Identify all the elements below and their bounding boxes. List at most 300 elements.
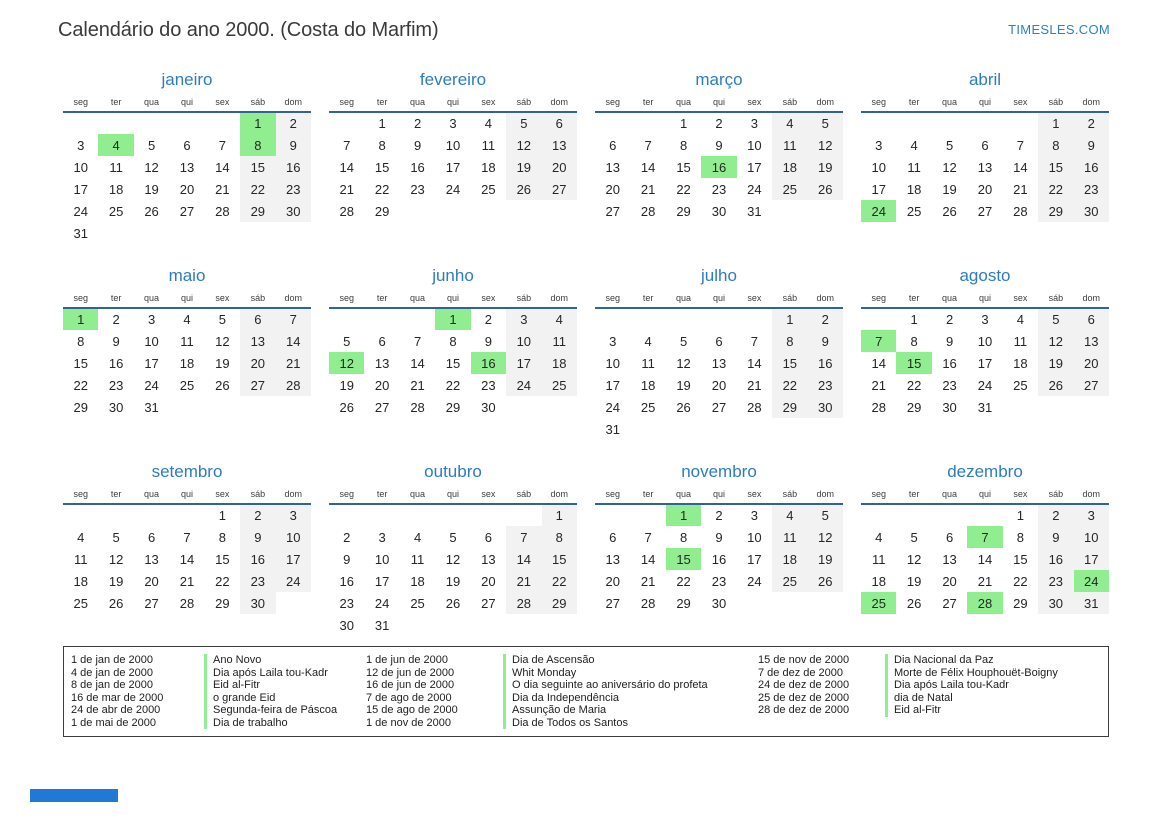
empty-cell xyxy=(932,504,967,526)
day-cell: 29 xyxy=(1038,200,1073,222)
day-cell: 31 xyxy=(747,203,762,219)
day-cell: 16 xyxy=(1074,156,1109,178)
day-cell: 25 xyxy=(542,374,577,396)
empty-cell xyxy=(666,308,701,330)
day-cell: 17 xyxy=(506,352,541,374)
holiday-date: 25 de dez de 2000 xyxy=(758,691,850,704)
day-cell: 9 xyxy=(343,551,351,567)
month-title: julho xyxy=(701,266,737,285)
holiday-item xyxy=(71,692,366,705)
day-cell: 25 xyxy=(73,595,88,611)
day-cell: 25 xyxy=(772,178,807,200)
day-cell: 19 xyxy=(808,156,843,178)
empty-cell xyxy=(896,504,931,526)
day-cell: 2 xyxy=(715,116,723,131)
day-cell: 28 xyxy=(215,203,230,219)
day-cell: 10 xyxy=(506,330,541,352)
day-cell: 15 xyxy=(73,355,88,371)
day-cell: 24 xyxy=(861,200,896,222)
day-cell: 22 xyxy=(1013,573,1028,589)
day-cell: 28 xyxy=(747,399,762,415)
day-cell: 29 xyxy=(215,595,230,611)
weekday-header: seg xyxy=(329,489,364,504)
day-cell: 25 xyxy=(481,181,496,197)
day-cell: 12 xyxy=(108,551,124,567)
empty-cell xyxy=(772,592,807,614)
holiday-marker-icon xyxy=(204,692,207,705)
day-cell: 4 xyxy=(77,529,85,545)
weekday-header: sáb xyxy=(772,293,807,308)
day-cell: 11 xyxy=(481,137,496,153)
day-cell: 15 xyxy=(240,156,275,178)
day-cell: 21 xyxy=(977,573,993,589)
empty-cell xyxy=(630,112,665,134)
empty-cell xyxy=(506,614,541,636)
weekday-header: qui xyxy=(169,97,204,112)
holiday-item xyxy=(71,704,366,717)
weekday-header: dom xyxy=(1074,293,1109,308)
day-cell: 6 xyxy=(147,529,156,545)
day-cell: 4 xyxy=(910,137,918,153)
weekday-header: qua xyxy=(932,97,967,112)
weekday-header: ter xyxy=(98,293,133,308)
day-cell: 22 xyxy=(73,377,88,393)
day-cell: 6 xyxy=(484,529,493,545)
day-cell: 29 xyxy=(676,595,691,611)
day-cell: 11 xyxy=(907,159,921,175)
holiday-marker-icon xyxy=(503,679,506,692)
day-cell: 3 xyxy=(875,137,883,153)
day-cell: 10 xyxy=(747,137,762,153)
day-cell: 30 xyxy=(711,203,727,219)
day-cell: 24 xyxy=(1074,570,1109,592)
day-cell: 8 xyxy=(218,529,227,545)
day-cell: 13 xyxy=(374,355,390,371)
day-cell: 12 xyxy=(144,159,159,175)
weekday-header: ter xyxy=(896,489,931,504)
day-cell: 15 xyxy=(666,548,701,570)
day-cell: 10 xyxy=(977,333,993,349)
day-cell: 20 xyxy=(711,377,727,393)
day-cell: 22 xyxy=(240,178,275,200)
day-cell: 16 xyxy=(471,352,506,374)
holiday-item xyxy=(71,717,366,730)
month-janeiro xyxy=(63,70,311,244)
empty-cell xyxy=(967,112,1002,134)
day-cell: 29 xyxy=(445,399,461,415)
holiday-date: 7 de ago de 2000 xyxy=(366,691,452,704)
empty-cell xyxy=(896,112,931,134)
day-cell: 12 xyxy=(506,134,541,156)
day-cell: 6 xyxy=(981,137,989,153)
weekday-header: qui xyxy=(967,293,1002,308)
month-table xyxy=(63,489,311,614)
day-cell: 6 xyxy=(542,112,577,134)
holiday-name: Dia após Laila tou-Kadr xyxy=(213,666,328,679)
empty-cell xyxy=(134,112,169,134)
month-title: dezembro xyxy=(947,462,1023,481)
day-cell: 12 xyxy=(215,333,230,349)
empty-cell xyxy=(1038,396,1073,418)
weekday-header: ter xyxy=(630,293,665,308)
day-cell: 23 xyxy=(711,573,727,589)
weekday-header: sáb xyxy=(506,97,541,112)
weekday-header: dom xyxy=(276,97,311,112)
day-cell: 26 xyxy=(1038,374,1073,396)
day-cell: 21 xyxy=(1013,181,1028,197)
day-cell: 13 xyxy=(942,551,957,567)
day-cell: 13 xyxy=(605,551,620,567)
day-cell: 2 xyxy=(413,116,422,131)
holiday-marker-icon xyxy=(204,667,207,680)
day-cell: 28 xyxy=(640,203,656,219)
day-cell: 20 xyxy=(179,181,195,197)
day-cell: 3 xyxy=(750,508,759,523)
day-cell: 17 xyxy=(747,159,762,175)
day-cell: 7 xyxy=(644,529,652,545)
day-cell: 25 xyxy=(772,570,807,592)
weekday-header: dom xyxy=(276,293,311,308)
weekday-header: sáb xyxy=(772,489,807,504)
day-cell: 27 xyxy=(144,595,159,611)
empty-cell xyxy=(169,222,204,244)
holiday-date: 16 de jun de 2000 xyxy=(366,679,455,691)
month-table xyxy=(861,97,1109,222)
empty-cell xyxy=(364,504,399,526)
day-cell: 4 xyxy=(484,116,493,131)
day-cell: 23 xyxy=(1074,178,1109,200)
holiday-date: 24 de dez de 2000 xyxy=(758,679,850,691)
empty-cell xyxy=(542,396,577,418)
weekday-header: sex xyxy=(1003,489,1038,504)
weekday-header: qua xyxy=(932,489,967,504)
day-cell: 17 xyxy=(871,181,886,197)
day-cell: 19 xyxy=(506,156,541,178)
day-cell: 11 xyxy=(772,134,807,156)
day-cell: 24 xyxy=(605,399,620,415)
empty-cell xyxy=(329,504,364,526)
day-cell: 6 xyxy=(945,529,954,545)
empty-cell xyxy=(630,504,665,526)
day-cell: 3 xyxy=(609,333,617,349)
day-cell: 10 xyxy=(871,159,886,175)
day-cell: 17 xyxy=(747,551,762,567)
day-cell: 5 xyxy=(506,112,541,134)
day-cell: 15 xyxy=(1013,551,1028,567)
holiday-name: O dia seguinte ao aniversário do profeta xyxy=(512,679,708,691)
day-cell: 22 xyxy=(906,377,922,393)
holiday-name: Dia de Todos os Santos xyxy=(512,716,628,729)
empty-cell xyxy=(772,418,807,440)
empty-cell xyxy=(471,504,506,526)
empty-cell xyxy=(861,112,896,134)
day-cell: 3 xyxy=(77,137,85,153)
day-cell: 2 xyxy=(808,308,843,330)
day-cell: 30 xyxy=(108,399,124,415)
holiday-marker-icon xyxy=(885,704,888,717)
empty-cell xyxy=(240,222,275,244)
day-cell: 3 xyxy=(378,529,386,545)
day-cell: 27 xyxy=(542,178,577,200)
weekday-header: dom xyxy=(276,489,311,504)
day-cell: 29 xyxy=(240,200,275,222)
day-cell: 5 xyxy=(147,137,156,153)
holiday-date: 28 de dez de 2000 xyxy=(758,704,850,716)
day-cell: 6 xyxy=(378,333,386,349)
month-title: setembro xyxy=(151,462,223,481)
holiday-name: Segunda-feira de Páscoa xyxy=(213,704,338,716)
day-cell: 16 xyxy=(276,156,311,178)
weekday-header: qui xyxy=(169,293,204,308)
weekday-header: seg xyxy=(329,97,364,112)
day-cell: 29 xyxy=(542,592,577,614)
day-cell: 10 xyxy=(276,526,311,548)
day-cell: 29 xyxy=(1013,595,1028,611)
holiday-marker-icon xyxy=(204,717,207,730)
weekday-header: sáb xyxy=(1038,293,1073,308)
day-cell: 30 xyxy=(240,592,275,614)
holiday-marker-icon xyxy=(204,704,207,717)
day-cell: 16 xyxy=(240,548,275,570)
day-cell: 7 xyxy=(644,137,652,153)
day-cell: 8 xyxy=(240,134,275,156)
month-table xyxy=(595,489,843,614)
day-cell: 1 xyxy=(1038,112,1073,134)
month-fevereiro xyxy=(329,70,577,222)
weekday-header: seg xyxy=(595,489,630,504)
day-cell: 22 xyxy=(542,570,577,592)
day-cell: 22 xyxy=(215,573,230,589)
day-cell: 17 xyxy=(374,573,390,589)
day-cell: 28 xyxy=(967,592,1002,614)
day-cell: 7 xyxy=(276,308,311,330)
empty-cell xyxy=(205,112,240,134)
day-cell: 2 xyxy=(484,312,493,327)
month-title: junho xyxy=(432,266,474,285)
day-cell: 12 xyxy=(676,355,691,371)
holiday-item xyxy=(366,704,758,717)
day-cell: 15 xyxy=(896,352,931,374)
day-cell: 11 xyxy=(109,159,123,175)
day-cell: 8 xyxy=(1016,529,1025,545)
day-cell: 30 xyxy=(481,399,496,415)
holiday-date: 7 de dez de 2000 xyxy=(758,666,844,679)
day-cell: 20 xyxy=(977,181,993,197)
day-cell: 23 xyxy=(1038,570,1073,592)
day-cell: 31 xyxy=(374,617,390,633)
day-cell: 12 xyxy=(942,159,957,175)
weekday-header: sex xyxy=(471,293,506,308)
day-cell: 14 xyxy=(640,551,656,567)
day-cell: 31 xyxy=(605,421,620,437)
day-cell: 11 xyxy=(73,551,88,567)
day-cell: 3 xyxy=(1074,504,1109,526)
day-cell: 20 xyxy=(144,573,159,589)
day-cell: 3 xyxy=(750,116,759,131)
day-cell: 24 xyxy=(144,377,159,393)
day-cell: 2 xyxy=(276,112,311,134)
day-cell: 12 xyxy=(808,134,843,156)
weekday-header: sáb xyxy=(772,97,807,112)
day-cell: 9 xyxy=(112,333,120,349)
day-cell: 6 xyxy=(609,137,617,153)
day-cell: 26 xyxy=(808,570,843,592)
day-cell: 23 xyxy=(410,181,425,197)
empty-cell xyxy=(435,614,470,636)
empty-cell xyxy=(134,504,169,526)
site-link[interactable]: TIMESLES.COM xyxy=(1008,22,1110,37)
day-cell: 26 xyxy=(808,178,843,200)
holiday-name: Dia Nacional da Paz xyxy=(894,654,994,666)
day-cell: 4 xyxy=(772,504,807,526)
day-cell: 21 xyxy=(276,352,311,374)
day-cell: 12 xyxy=(1038,330,1073,352)
holiday-name: Dia após Laila tou-Kadr xyxy=(894,679,1009,691)
day-cell: 17 xyxy=(144,355,159,371)
day-cell: 8 xyxy=(910,333,918,349)
day-cell: 5 xyxy=(1038,308,1073,330)
month-table xyxy=(329,97,577,222)
day-cell: 11 xyxy=(542,330,577,352)
day-cell: 19 xyxy=(676,377,691,393)
weekday-header: dom xyxy=(808,293,843,308)
weekday-header: ter xyxy=(896,97,931,112)
day-cell: 10 xyxy=(445,137,461,153)
holiday-item xyxy=(758,692,1108,705)
weekday-header: seg xyxy=(595,97,630,112)
month-maio xyxy=(63,266,311,418)
weekday-header: seg xyxy=(329,293,364,308)
month-table xyxy=(595,293,843,440)
holiday-marker-icon xyxy=(885,692,888,705)
holiday-marker-icon xyxy=(204,654,207,667)
day-cell: 7 xyxy=(183,529,191,545)
empty-cell xyxy=(276,396,311,418)
month-outubro xyxy=(329,462,577,636)
day-cell: 22 xyxy=(676,573,691,589)
day-cell: 10 xyxy=(1074,526,1109,548)
empty-cell xyxy=(471,614,506,636)
weekday-header: ter xyxy=(364,97,399,112)
day-cell: 26 xyxy=(445,595,461,611)
day-cell: 9 xyxy=(276,134,311,156)
day-cell: 22 xyxy=(374,181,390,197)
day-cell: 23 xyxy=(240,570,275,592)
day-cell: 17 xyxy=(1074,548,1109,570)
holiday-item xyxy=(758,667,1108,680)
holiday-column xyxy=(758,654,1108,729)
day-cell: 11 xyxy=(641,355,655,371)
day-cell: 14 xyxy=(215,159,230,175)
day-cell: 23 xyxy=(711,181,727,197)
weekday-header: qui xyxy=(701,97,736,112)
holiday-item xyxy=(758,704,1108,717)
day-cell: 8 xyxy=(77,333,85,349)
day-cell: 5 xyxy=(218,312,227,327)
day-cell: 29 xyxy=(676,203,691,219)
empty-cell xyxy=(400,308,435,330)
day-cell: 8 xyxy=(679,137,688,153)
weekday-header: ter xyxy=(630,97,665,112)
day-cell: 24 xyxy=(977,377,993,393)
day-cell: 23 xyxy=(481,377,496,393)
weekday-header: qui xyxy=(967,97,1002,112)
day-cell: 11 xyxy=(871,551,886,567)
day-cell: 4 xyxy=(98,134,133,156)
day-cell: 29 xyxy=(73,399,88,415)
empty-cell xyxy=(666,418,701,440)
empty-cell xyxy=(134,222,169,244)
empty-cell xyxy=(276,592,311,614)
day-cell: 16 xyxy=(701,156,736,178)
day-cell: 5 xyxy=(910,529,918,545)
day-cell: 1 xyxy=(63,308,98,330)
day-cell: 18 xyxy=(179,355,195,371)
day-cell: 6 xyxy=(183,137,191,153)
day-cell: 26 xyxy=(506,178,541,200)
empty-cell xyxy=(1074,396,1109,418)
day-cell: 7 xyxy=(1016,137,1025,153)
month-março xyxy=(595,70,843,222)
month-table xyxy=(63,293,311,418)
month-title: agosto xyxy=(959,266,1011,285)
weekday-header: sáb xyxy=(506,489,541,504)
weekday-header: qua xyxy=(400,293,435,308)
day-cell: 29 xyxy=(906,399,922,415)
day-cell: 14 xyxy=(747,355,762,371)
day-cell: 3 xyxy=(981,312,989,327)
day-cell: 18 xyxy=(906,181,922,197)
day-cell: 19 xyxy=(808,548,843,570)
empty-cell xyxy=(329,308,364,330)
day-cell: 16 xyxy=(339,573,354,589)
day-cell: 18 xyxy=(1013,355,1028,371)
day-cell: 14 xyxy=(339,159,354,175)
day-cell: 23 xyxy=(942,377,957,393)
day-cell: 28 xyxy=(1013,203,1028,219)
month-title: outubro xyxy=(424,462,482,481)
day-cell: 16 xyxy=(808,352,843,374)
weekday-header: sex xyxy=(737,489,772,504)
day-cell: 13 xyxy=(240,330,275,352)
weekday-header: sáb xyxy=(240,489,275,504)
holiday-item xyxy=(366,679,758,692)
day-cell: 20 xyxy=(481,573,496,589)
day-cell: 3 xyxy=(147,312,156,327)
holiday-name: Eid al-Fitr xyxy=(894,704,942,716)
bottom-blue-button[interactable] xyxy=(30,789,118,802)
day-cell: 4 xyxy=(772,112,807,134)
day-cell: 1 xyxy=(240,112,275,134)
day-cell: 3 xyxy=(449,116,457,131)
weekday-header: qua xyxy=(134,97,169,112)
holiday-item xyxy=(366,717,758,730)
day-cell: 29 xyxy=(772,396,807,418)
month-table xyxy=(329,489,577,636)
empty-cell xyxy=(595,504,630,526)
weekday-header: qua xyxy=(134,293,169,308)
day-cell: 4 xyxy=(183,312,191,327)
holiday-marker-icon xyxy=(503,654,506,667)
day-cell: 1 xyxy=(542,504,577,526)
day-cell: 18 xyxy=(772,548,807,570)
day-cell: 21 xyxy=(640,181,656,197)
day-cell: 19 xyxy=(144,181,159,197)
day-cell: 6 xyxy=(715,333,723,349)
day-cell: 29 xyxy=(374,203,390,219)
day-cell: 7 xyxy=(506,526,541,548)
empty-cell xyxy=(1003,396,1038,418)
